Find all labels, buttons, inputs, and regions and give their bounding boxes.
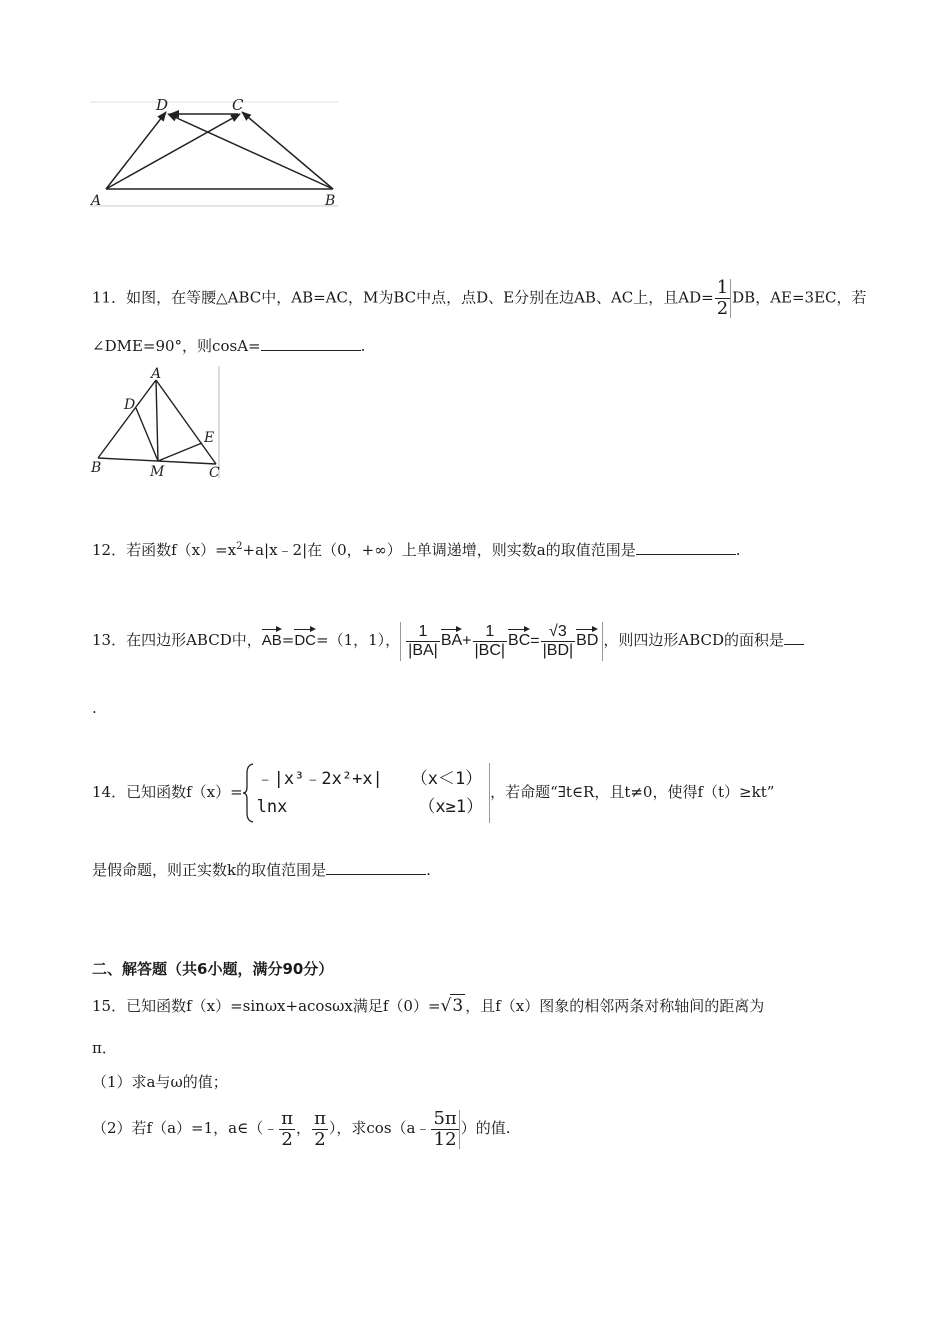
vector-ad: [106, 112, 166, 189]
sqrt-symbol: √: [440, 996, 452, 1016]
segment-dm: [136, 408, 158, 461]
fraction-pi-over-2-neg: $\frac{\pi}{2}$: [281, 1107, 294, 1150]
vector-equation: $\frac{1}{|BA|}$ BA+ $\frac{1}{|BC|}$ BC= $\frac{√3}{|BD|}$ BD: [400, 622, 603, 661]
segment-ab: [98, 380, 156, 458]
figure-triangle: [88, 366, 224, 480]
label-b: B: [325, 193, 336, 209]
question-15-line1: 15．已知函数f（x）=sinωx+acosωx满足f（0）=√3 ，且f（x）图象的相邻两条对称轴间的距离为: [92, 996, 765, 1016]
question-15-line2: π．: [92, 1039, 117, 1057]
vector-bc: [242, 112, 333, 189]
label-d: D: [124, 397, 136, 413]
label-a: A: [91, 193, 102, 209]
vector-bd: [168, 114, 333, 189]
question-13: 13．在四边形ABCD中，AB=DC=（1，1）， $\frac{1}{|BA|}$ BA+ $\frac{1}{|BC|}$ BC= $\frac{√3}{|BD|}$ BD ，则四边形ABCD的面积是: [92, 615, 804, 665]
answer-blank-13[interactable]: [784, 628, 804, 645]
label-m: M: [150, 464, 165, 480]
label-d: D: [156, 96, 169, 114]
fraction-one-half: $\frac{1}{2}$: [715, 279, 731, 318]
question-15-part1: （1）求a与ω的值；: [92, 1073, 228, 1091]
question-15-part2: （2）若f（a）=1，a∈（﹣ $\frac{\pi}{2}$ ， $\frac{\pi}{2}$ ），求cos（a﹣ $\frac{5\pi}{12}$ ）的值.: [92, 1107, 511, 1150]
segment-am: [156, 380, 158, 461]
label-b: B: [91, 460, 102, 476]
question-13-period: .: [92, 699, 97, 717]
label-a: A: [151, 366, 162, 382]
label-c: C: [232, 96, 244, 114]
label-c: C: [209, 465, 220, 480]
answer-blank-12[interactable]: [636, 538, 736, 555]
answer-blank-14[interactable]: [326, 858, 426, 875]
vector-dc: DC: [294, 626, 316, 649]
vector-ab: AB: [262, 626, 282, 649]
fraction-5pi-over-12: $\frac{5\pi}{12}$: [431, 1110, 459, 1149]
answer-blank-11[interactable]: [261, 334, 361, 351]
piecewise-function: ﹣|x³﹣2x²+x| （x＜1） lnx （x≥1）: [243, 763, 490, 823]
question-12: 12．若函数$f(x)=x^2+a|x﹣2|$在（0，+∞）上单调递增，则实数a的取值范围是 .: [92, 536, 740, 561]
fraction-pi-over-2: $\frac{\pi}{2}$: [314, 1107, 326, 1150]
question-14-line2: 是假命题，则正实数k的取值范围是 .: [92, 858, 431, 881]
question-11-line1: 11．如图，在等腰△ABC中，AB=AC，M为BC中点，点D、E分别在边AB、AC上，且AD= $\frac{1}{2}$ DB，AE=3EC，若: [92, 277, 867, 319]
sqrt-three: 3: [452, 996, 464, 1016]
figure-trapezoid: [88, 92, 348, 214]
question-11-line2: ∠DME=90°，则cosA= .: [92, 334, 365, 357]
segment-em: [158, 443, 202, 461]
question-14-line1: 14．已知函数f（x）= ﹣|x³﹣2x²+x| （x＜1） lnx （x≥1） ，若命题“∃t∈R，且t≠0，使得f（t）≥kt”: [92, 762, 774, 822]
section-title: 二、解答题（共6小题，满分90分）: [92, 960, 334, 978]
segment-ac: [156, 380, 216, 464]
vector-ac: [106, 114, 240, 189]
label-e: E: [204, 430, 215, 446]
